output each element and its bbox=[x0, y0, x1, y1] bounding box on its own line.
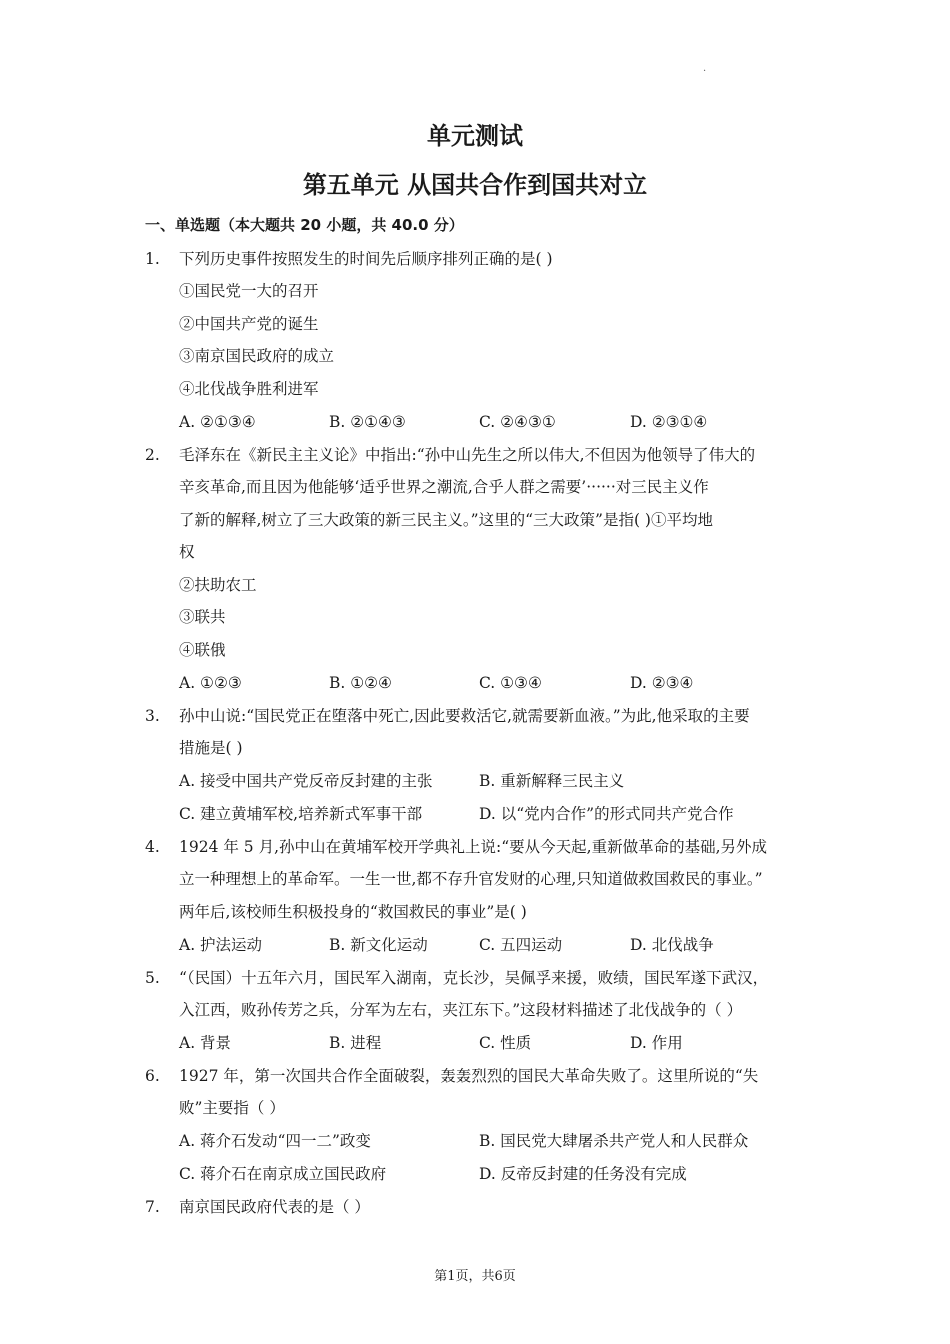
answer-option[interactable]: B. ②①④③ bbox=[329, 413, 406, 431]
answer-option[interactable]: C. 五四运动 bbox=[479, 936, 563, 954]
question-number: 4. bbox=[145, 838, 160, 856]
question-text: 权 bbox=[179, 543, 195, 561]
answer-option[interactable]: A. ②①③④ bbox=[179, 413, 256, 431]
question-text: ④联俄 bbox=[179, 641, 226, 659]
answer-option[interactable]: C. ②④③① bbox=[479, 413, 556, 431]
answer-option[interactable]: D. ②③①④ bbox=[630, 413, 708, 431]
question-text: ③联共 bbox=[179, 608, 226, 626]
answer-option[interactable]: A. 背景 bbox=[179, 1034, 232, 1052]
question-text: “（民国）十五年六月，国民军入湖南，克长沙，吴佩孚来援，败绩，国民军遂下武汉， bbox=[179, 969, 769, 987]
section-heading: 一、单选题（本大题共 20 小题，共 40.0 分） bbox=[145, 216, 464, 234]
question-number: 1. bbox=[145, 250, 160, 268]
question-text: 毛泽东在《新民主主义论》中指出:“孙中山先生之所以伟大,不但因为他领导了伟大的 bbox=[179, 446, 756, 464]
answer-option[interactable]: B. 进程 bbox=[329, 1034, 382, 1052]
question-text: 孙中山说:“国民党正在堕落中死亡,因此要救活它,就需要新血液。”为此,他采取的主要 bbox=[179, 707, 750, 725]
question-text: 南京国民政府代表的是（ ） bbox=[179, 1198, 370, 1216]
page-subtitle: 第五单元 从国共合作到国共对立 bbox=[302, 171, 648, 199]
question-text: ②扶助农工 bbox=[179, 576, 257, 594]
page-footer: 第1页，共6页 bbox=[434, 1269, 516, 1284]
question-text: 了新的解释,树立了三大政策的新三民主义。”这里的“三大政策”是指( )①平均地 bbox=[179, 511, 713, 529]
answer-option[interactable]: D. 反帝反封建的任务没有完成 bbox=[479, 1165, 687, 1183]
answer-option[interactable]: B. 国民党大肆屠杀共产党人和人民群众 bbox=[479, 1132, 749, 1150]
answer-option[interactable]: A. 蒋介石发动“四一二”政变 bbox=[179, 1132, 371, 1150]
question-text: ③南京国民政府的成立 bbox=[179, 347, 335, 365]
answer-option[interactable]: D. 北伐战争 bbox=[630, 936, 714, 954]
question-number: 5. bbox=[145, 969, 160, 987]
question-text: 败”主要指（ ） bbox=[179, 1099, 285, 1117]
answer-option[interactable]: C. 建立黄埔军校,培养新式军事干部 bbox=[179, 805, 423, 823]
header-dot: · bbox=[703, 66, 707, 77]
answer-option[interactable]: B. ①②④ bbox=[329, 674, 392, 692]
question-number: 6. bbox=[145, 1067, 160, 1085]
question-text: ④北伐战争胜利进军 bbox=[179, 380, 319, 398]
question-text: 1924 年 5 月,孙中山在黄埔军校开学典礼上说:“要从今天起,重新做革命的基础,另外成 bbox=[179, 838, 768, 856]
question-text: 下列历史事件按照发生的时间先后顺序排列正确的是( ) bbox=[179, 250, 553, 268]
question-text: ①国民党一大的召开 bbox=[179, 282, 319, 300]
answer-option[interactable]: C. ①③④ bbox=[479, 674, 542, 692]
question-number: 2. bbox=[145, 446, 160, 464]
question-text: 措施是( ) bbox=[179, 739, 243, 757]
answer-option[interactable]: B. 新文化运动 bbox=[329, 936, 428, 954]
answer-option[interactable]: C. 蒋介石在南京成立国民政府 bbox=[179, 1165, 387, 1183]
answer-option[interactable]: D. ②③④ bbox=[630, 674, 694, 692]
question-number: 3. bbox=[145, 707, 160, 725]
answer-option[interactable]: A. ①②③ bbox=[179, 674, 242, 692]
answer-option[interactable]: C. 性质 bbox=[479, 1034, 532, 1052]
answer-option[interactable]: D. 作用 bbox=[630, 1034, 683, 1052]
answer-option[interactable]: B. 重新解释三民主义 bbox=[479, 772, 625, 790]
question-number: 7. bbox=[145, 1198, 160, 1216]
page-title: 单元测试 bbox=[427, 122, 523, 150]
question-text: 1927 年，第一次国共合作全面破裂，轰轰烈烈的国民大革命失败了。这里所说的“失 bbox=[179, 1067, 759, 1085]
answer-option[interactable]: D. 以“党内合作”的形式同共产党合作 bbox=[479, 805, 734, 823]
answer-option[interactable]: A. 护法运动 bbox=[179, 936, 263, 954]
question-text: 辛亥革命,而且因为他能够‘适乎世界之潮流,合乎人群之需要’······对三民主义作 bbox=[179, 478, 709, 496]
answer-option[interactable]: A. 接受中国共产党反帝反封建的主张 bbox=[179, 772, 433, 790]
question-text: ②中国共产党的诞生 bbox=[179, 315, 319, 333]
question-text: 入江西，败孙传芳之兵，分军为左右，夹江东下。”这段材料描述了北伐战争的（ ） bbox=[179, 1001, 743, 1019]
question-text: 两年后,该校师生积极投身的“救国救民的事业”是( ) bbox=[179, 903, 527, 921]
question-text: 立一种理想上的革命军。一生一世,都不存升官发财的心理,只知道做救国救民的事业。” bbox=[179, 870, 763, 888]
